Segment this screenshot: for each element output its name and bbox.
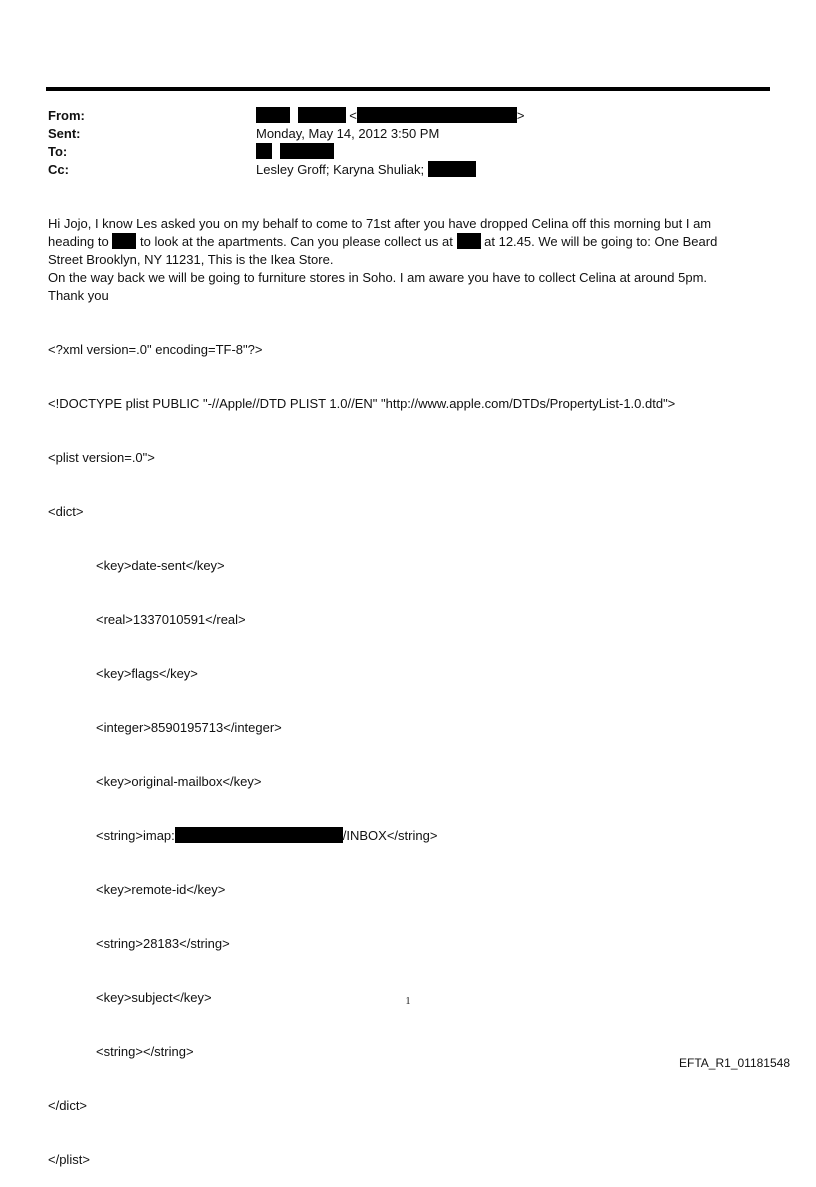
- cc-value: [256, 161, 476, 179]
- plist-line: <key>subject</key>: [96, 990, 212, 1005]
- plist-line: <plist version=.0">: [48, 450, 155, 465]
- body-text: at 12.45. We will be going to: One Beard: [484, 234, 718, 249]
- plist-line: <key>date-sent</key>: [96, 558, 225, 573]
- plist-line: <key>flags</key>: [96, 666, 198, 681]
- header-rule: [46, 87, 770, 91]
- redaction-block: [256, 107, 290, 123]
- email-body: [48, 215, 748, 305]
- from-lt: <: [349, 108, 357, 123]
- bates-number: EFTA_R1_01181548: [679, 1056, 790, 1070]
- body-line: Hi Jojo, I know Les asked you on my behalf to come to 71st after you have dropped Celina off this morning but I am: [48, 216, 712, 231]
- plist-line: <integer>8590195713</integer>: [96, 720, 282, 735]
- plist-line: <key>remote-id</key>: [96, 882, 226, 897]
- plist-line: <!DOCTYPE plist PUBLIC "-//Apple//DTD PLIST 1.0//EN" "http://www.apple.com/DTDs/PropertyList-1.0.dtd">: [48, 396, 676, 411]
- plist-line: </plist>: [48, 1152, 90, 1167]
- plist-line: [48, 827, 675, 845]
- redaction-block: [357, 107, 517, 123]
- body-line: [48, 233, 748, 251]
- from-label: From:: [48, 108, 85, 123]
- redaction-block: [457, 233, 481, 249]
- to-label: To:: [48, 144, 68, 159]
- body-line: Thank you: [48, 288, 109, 303]
- from-gt: >: [516, 108, 525, 123]
- cc-names: Lesley Groff; Karyna Shuliak;: [256, 162, 425, 177]
- plist-line: <real>1337010591</real>: [96, 612, 246, 627]
- redaction-block: [428, 161, 476, 177]
- plist-text: <string>imap:: [96, 828, 175, 843]
- body-text: to look at the apartments. Can you please collect us at: [139, 234, 453, 249]
- plist-line: <?xml version=.0" encoding=TF-8"?>: [48, 342, 263, 357]
- from-value: [256, 107, 524, 125]
- body-line: On the way back we will be going to furniture stores in Soho. I am aware you have to collect Celina at around 5pm.: [48, 270, 708, 285]
- body-text: heading to: [48, 234, 109, 249]
- plist-line: <string></string>: [96, 1044, 194, 1059]
- body-line: Street Brooklyn, NY 11231, This is the Ikea Store.: [48, 252, 334, 267]
- plist-line: </dict>: [48, 1098, 88, 1113]
- redaction-block: [280, 143, 334, 159]
- redaction-block: [175, 827, 343, 843]
- plist-line: <string>28183</string>: [96, 936, 230, 951]
- redaction-block: [112, 233, 136, 249]
- plist-text: /INBOX</string>: [342, 828, 438, 843]
- page-number: 1: [405, 996, 411, 1007]
- plist-line: <key>original-mailbox</key>: [96, 774, 262, 789]
- cc-label: Cc:: [48, 162, 69, 177]
- sent-value: Monday, May 14, 2012 3:50 PM: [256, 126, 440, 141]
- sent-label: Sent:: [48, 126, 81, 141]
- redaction-block: [298, 107, 346, 123]
- plist-line: <dict>: [48, 504, 84, 519]
- redaction-block: [256, 143, 272, 159]
- to-value: [256, 143, 334, 161]
- plist-block: [48, 305, 675, 1187]
